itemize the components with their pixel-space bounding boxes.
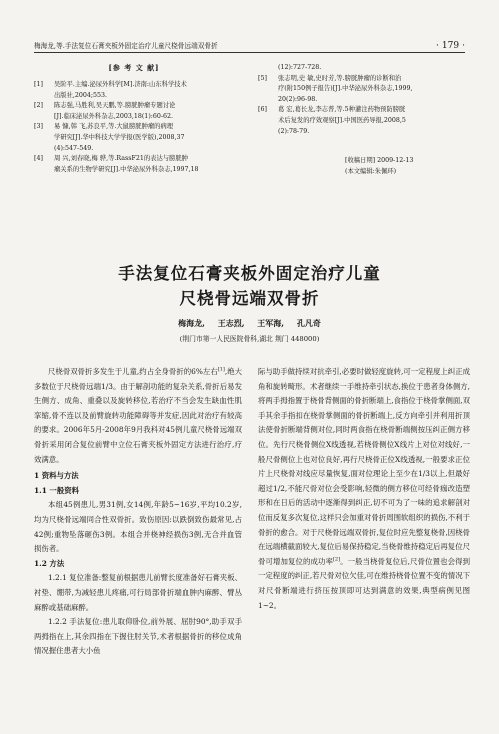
article-authors: 梅海龙, 王志烈, 王军海, 孔凡奇 [178, 318, 321, 328]
body-paragraph: 尺桡骨双骨折多发生于儿童,约占全身骨折的6%左右[1],绝大多数位于尺桡骨远端1/3。由于解剖功能的复杂关系,骨折后易发生侧方、成角、重叠以及旋转移位,若治疗不当会发生缺血性肌挛缩,骨不连以及前臂旋转功能障碍等并发症,因此对治疗有较高的要求。2006年5月-2008年9月我科对45例儿童尺桡骨远端双骨折采用闭合复位前臂中立位石膏夹板外固定方法进行治疗,疗效满意。 [34, 366, 242, 464]
running-header [34, 40, 465, 51]
article-affiliation: (荆门市第一人民医院骨科,湖北 荆门 448000) [179, 335, 320, 343]
received-date: [收稿日期] 2009-12-13 [345, 157, 414, 164]
body-paragraph: 本组45例患儿,男31例,女14例,年龄5~16岁,平均10.2岁,均为尺桡骨远端同合性双骨折。致伤原因:以跌倒致伤最常见,占42例;重物坠落砸伤3例。本组合并桡神经损伤3例,无合并血管损伤者。 [34, 500, 242, 554]
references-heading: [参 考 文 献] [108, 63, 160, 72]
body-paragraph: 1.2.1 复位准备:整复前根据患儿前臂长度准备好石膏夹板、衬垫、绷带,为减轻患儿疼痛,可行局部骨折端血肿内麻醉、臂丛麻醉或基础麻醉。 [34, 573, 242, 612]
body-paragraph: 际与助手做持续对抗牵引,必要时做轻度旋转,可一定程度上纠正成角和旋转畸形。术者继续一手维持牵引状态,换位于患者身体侧方,将两手拇指置于桡骨背侧面的骨折断端上,食指位于桡骨掌侧面,双手其余手指扣在桡骨掌侧面的骨折断端上,反方向牵引并利用折顶法使骨折断端背侧对位,同时两食指在桡骨断端侧按压纠正侧方移位。先行尺桡骨侧位X线透视,若桡骨侧位X线片上对位对线好,一般尺骨侧位上也对位良好,再行尺桡骨正位X线透视,一般要求正位片上尺桡骨对线应尽量恢复,面对位理论上至少在1/3以上,但最好超过1/2,不能尺骨对位会受影响,轻微的侧方移位可经骨痂改造塑形和在日后的活动中逐渐得到纠正,切不可为了一味的追求解剖对位而反复多次复位,这样只会加重对骨折周围软组织的损伤,不利于骨折的愈合。对于尺桡骨远端双骨折,复位时应先整复桡骨,因桡骨在远端横截面较大,复位后易保持稳定,当桡骨维持稳定后再复位尺骨可增加复位的成功率[2]。一般当桡骨复位后,尺骨位置也会得到一定程度的纠正,若尺骨对位欠佳,可在维持桡骨位置不变的情况下对尺骨断端进行挤压按顶即可达到满意的效果,典型病例见图1~2。 [258, 367, 470, 610]
article-title-line2: 尺桡骨远端双骨折 [179, 289, 320, 308]
reference-item-continued: (12):727-728. [278, 64, 322, 71]
reference-item: [6] 葛 宏,葛长龙,李志普,等.5种灌注药物预防膀胱 术后复发的疗效观察[J].中国医药导报,2008,5 (2):78-79. [258, 106, 406, 135]
article-title-line1: 手法复位石膏夹板外固定治疗儿童 [118, 264, 381, 283]
body-paragraph: 1.2.2 手法复位:患儿取仰卧位,前外展、屈肘90°,助手双手两拇指在上,其余四指在下握住肘关节,术者根据骨折的移位成角情况握住患者大小鱼 [34, 617, 242, 656]
references-left-column [34, 80, 236, 175]
page-number: · 179 · [436, 41, 465, 51]
section-heading: 1 资料与方法 [34, 471, 79, 481]
reference-item: [1] 吴阶平.主编.泌尿外科学[M].济南:山东科学技术 出版社,2004;553. [34, 81, 187, 99]
reference-item: [4] 周 兴,刘春晓,梅 骅,等.RassF21的表达与膀胱肿 瘤关系的生物学研究[J].中华泌尿外科杂志,1997,18 [34, 155, 199, 173]
body-left-column [34, 365, 242, 659]
reference-item: [5] 张志明,史 敏,史时芳,等.膀胱肿瘤的诊断和治 疗(附150例子报告)[J].中华泌尿外科杂志,1999, 20(2):96-98. [258, 74, 413, 103]
references-right-column [258, 63, 468, 137]
reference-item: [3] 易 慷,韩 飞,苏良平,等.大鼠膀胱肿瘤的病理 学研究[J].华中科技大学学报(医学版),2008,37 (4):547-549. [34, 123, 185, 152]
received-date-block [345, 156, 460, 177]
header-rule [34, 52, 465, 53]
subsection-heading: 1.1 一般资料 [34, 485, 79, 495]
editor-note: (本文编辑:朱佩环) [345, 167, 397, 175]
body-right-column [258, 365, 470, 613]
citation-marker: [1] [217, 366, 225, 373]
subsection-heading: 1.2 方法 [34, 558, 65, 568]
citation-marker: [2] [332, 556, 341, 563]
running-header-title: 梅海龙,等.手法复位石膏夹板外固定治疗儿童尺桡骨远端双骨折 [34, 42, 218, 50]
reference-item: [2] 陈志强,马胜利,吴天鹏,等.膀胱肿瘤专题讨论 [J].临床泌尿外科杂志,2003,18(1):60-62. [34, 102, 176, 120]
